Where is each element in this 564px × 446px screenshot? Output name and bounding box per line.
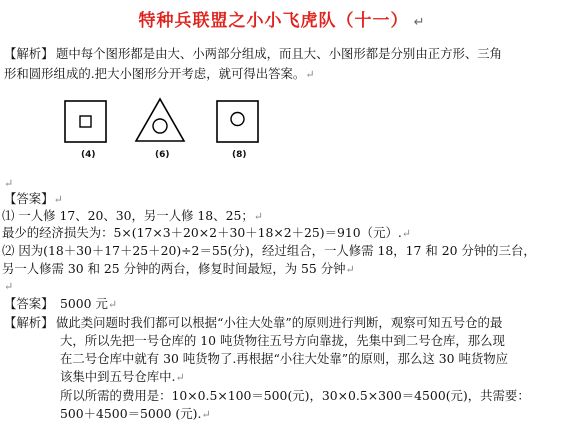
analysis-line: 题中每个图形都是由大、小两部分组成，而且大、小图形都是分别由正方形、三角: [56, 46, 503, 61]
analysis-line: 做此类问题时我们都可以根据“小往大处靠”的原则进行判断，观察可知五号仓的最: [56, 315, 503, 330]
answer-label: 【答案】↵: [4, 191, 63, 206]
figure-caption: (6): [155, 150, 170, 160]
answer-line: 最少的经济损失为：5×(17×3＋20×2＋30＋18×2＋25)＝910（元）.↵: [2, 225, 412, 240]
answer-line: 另一人修需 30 和 25 分钟的两台，修复时间最短，为 55 分钟↵: [2, 261, 355, 276]
figure-caption: (8): [232, 150, 247, 160]
analysis-label: 【解析】: [4, 46, 54, 61]
analysis-line: 500＋4500＝5000 (元).↵: [60, 406, 211, 421]
square-in-square-shape: [65, 101, 106, 142]
circle-in-square-shape: [217, 101, 258, 142]
analysis-line: 大，所以先把一号仓库的 10 吨货物往五号方向靠拢，先集中到二号仓库，那么现: [60, 333, 505, 348]
paragraph-mark: ↵: [4, 177, 14, 190]
answer-value: 5000 元↵: [60, 296, 118, 311]
analysis-line: 该集中到五号仓库中.↵: [60, 369, 185, 384]
analysis-line: 所以所需的费用是：10×0.5×100＝500(元)，30×0.5×300＝4500(元)，共需要：: [60, 388, 530, 403]
analysis-line: 形和圆形组成的.把大小图形分开考虑，就可得出答案。↵: [4, 66, 315, 81]
figure-caption: (4): [81, 150, 96, 160]
answer-label: 【答案】: [4, 296, 54, 311]
analysis-line: 在二号仓库中就有 30 吨货物了.再根据“小往大处靠”的原则，那么这 30 吨货物应: [60, 351, 509, 366]
page-title: 特种兵联盟之小小飞虎队（十一） ↵: [138, 11, 426, 31]
circle-in-triangle-shape: [136, 99, 184, 141]
analysis-label: 【解析】: [4, 315, 54, 330]
answer-line: ⑵ 因为(18＋30＋17＋25＋20)÷2＝55(分)，经过组合，一人修需 18，17 和 20 分钟的三台，: [2, 243, 536, 258]
paragraph-mark: ↵: [4, 280, 14, 293]
answer-line: ⑴ 一人修 17、20、30，另一人修 18、25；↵: [2, 208, 263, 223]
